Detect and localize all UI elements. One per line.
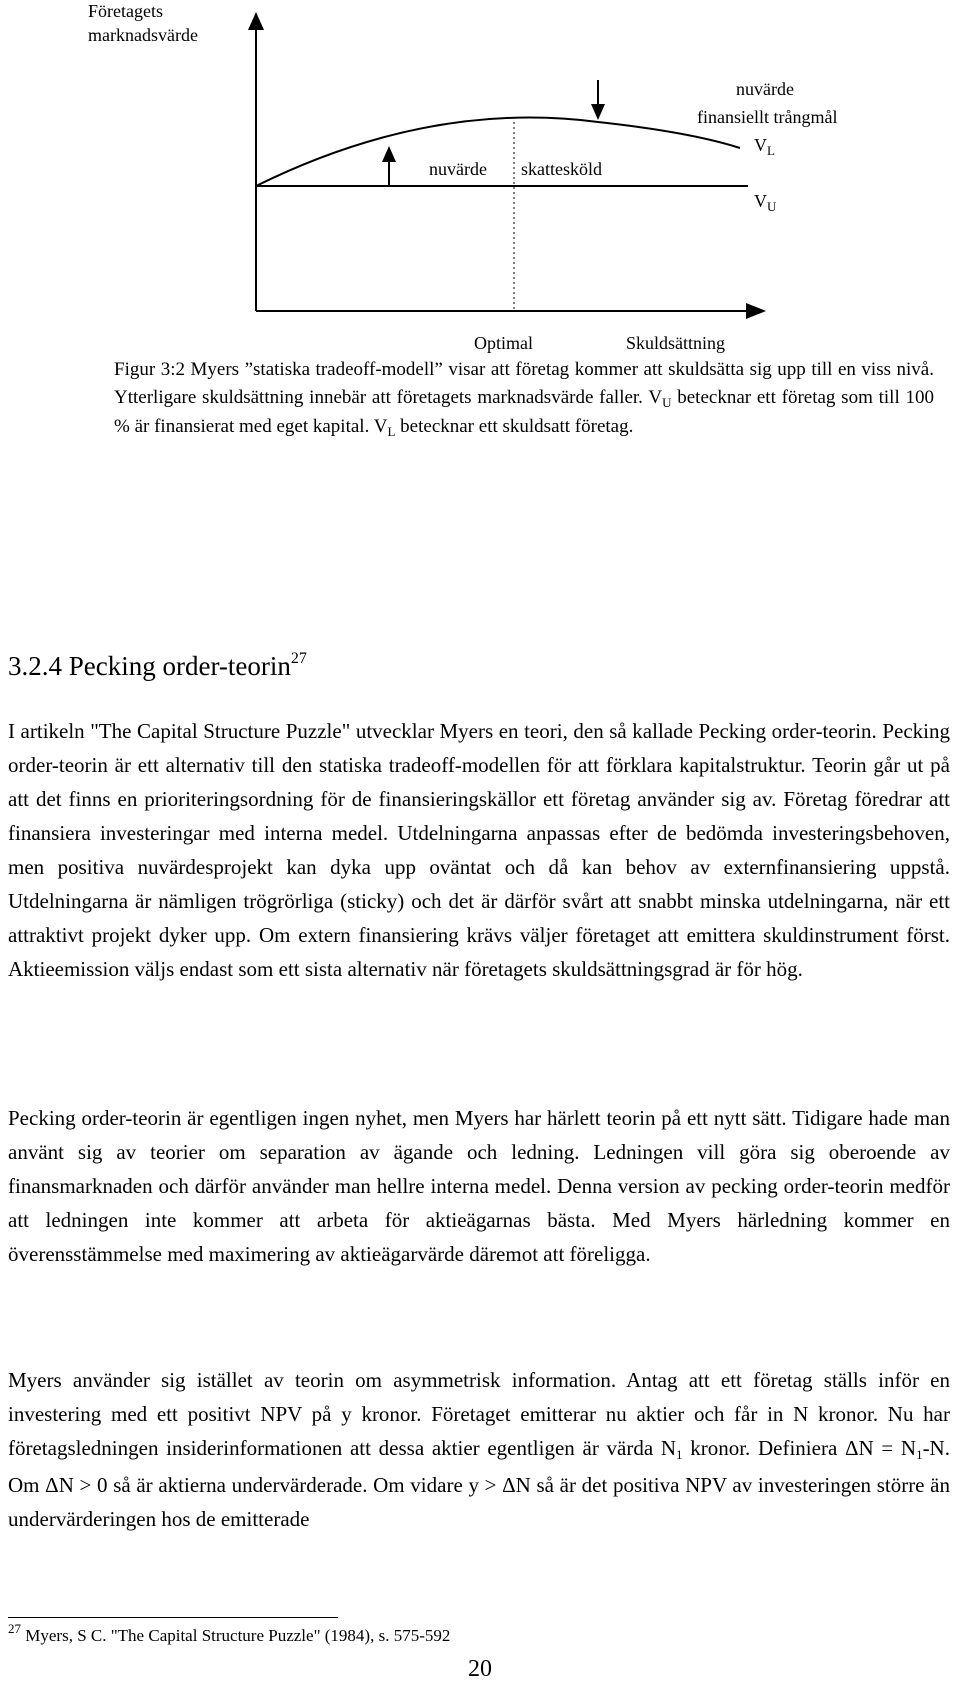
y-axis-label-line2: marknadsvärde — [88, 25, 198, 45]
financial-distress-arrow — [591, 80, 605, 120]
tradeoff-diagram — [0, 0, 960, 360]
footnote-number: 27 — [8, 1621, 21, 1636]
heading-footnote-ref: 27 — [290, 650, 307, 667]
tax-shield-label-nuvarde: nuvärde — [429, 159, 487, 179]
vu-label: $V_U$ — [754, 191, 777, 214]
x-axis-label: Skuldsättning — [626, 333, 726, 353]
tax-shield-label: skattesköld — [521, 159, 602, 179]
paragraph-2: Pecking order-teorin är egentligen ingen nyhet, men Myers har härlett teorin på ett nytt sätt. Tidigare hade man använt sig av teorier om separation av ägande och ledning. Ledningen vill göra sig oberoende av finansmarknaden och därför använder man hellre interna medel. Denna version av pecking order-teorin medför att ledningen inte kommer att arbeta för aktieägarnas bästa. Med Myers härledning kommer en överensstämmelse med maximering av aktieägarvärde däremot att föreligga. — [8, 1106, 950, 1266]
figure-caption: Figur 3:2 Myers ”statiska tradeoff-modell” visar att företag kommer att skuldsätta sig upp till en viss nivå. Ytterligare skuldsättning innebär att företagets marknadsvärde faller. $V_U$ betecknar ett företag som till 100 % är finansierat med eget kapital. $V_L$ betecknar ett skuldsatt företag. — [114, 359, 935, 439]
y-axis — [248, 12, 264, 311]
footnote: $^{27}$ Myers, S C. "The Capital Structure Puzzle" (1984), s. 575-592 — [8, 1621, 451, 1645]
optimal-label: Optimal — [474, 333, 533, 353]
section-heading: 3.2.4 Pecking order-teorin$^{27}$ — [8, 650, 307, 681]
distress-label-line1: nuvärde — [736, 79, 794, 99]
paragraph-3: Myers använder sig istället av teorin om asymmetrisk information. Antag att ett företag ställs inför en investering med ett positivt NPV på y kronor. Företaget emitterar nu aktier och får in N kronor. Nu har företagsledningen insiderinformationen att dessa aktier egentligen är värda N1 kronor. Definiera ΔN = N1-N. Om ΔN > 0 så är aktierna undervärderade. Om vidare y > ΔN så är det positiva NPV av investeringen större än undervärderingen hos de emitterade — [8, 1368, 950, 1531]
vl-curve — [256, 118, 740, 186]
paragraph-1: I artikeln "The Capital Structure Puzzle" utvecklar Myers en teori, den så kallade Pecking order-teorin. Pecking order-teorin är ett alternativ till den statiska tradeoff-modellen för att förklara kapitalstruktur. Teorin går ut på att det finns en prioriteringsordning för de finansieringskällor ett företag använder sig av. Företag föredrar att finansiera investeringar med interna medel. Utdelningarna anpassas efter de bedömda investeringsbehoven, men positiva nuvärdesprojekt kan dyka upp oväntat och då kan behov av externfinansiering uppstå. Utdelningarna är nämligen trögrörliga (sticky) och det är därför svårt att snabbt minska utdelningarna, när ett attraktivt projekt dyker upp. Om extern finansiering krävs väljer företaget att emittera skuldinstrument först. Aktieemission väljs endast som ett sista alternativ när företagets skuldsättningsgrad är för hög. — [8, 719, 950, 981]
page-number: 20 — [468, 1656, 492, 1682]
tax-shield-arrow — [382, 146, 396, 186]
x-axis — [256, 303, 766, 319]
y-axis-label-line1: Företagets — [88, 1, 163, 21]
tradeoff-figure — [0, 0, 960, 360]
footnote-divider — [8, 1617, 338, 1618]
vl-label: $V_L$ — [754, 135, 775, 158]
distress-label-line2: finansiellt trångmål — [697, 107, 838, 127]
